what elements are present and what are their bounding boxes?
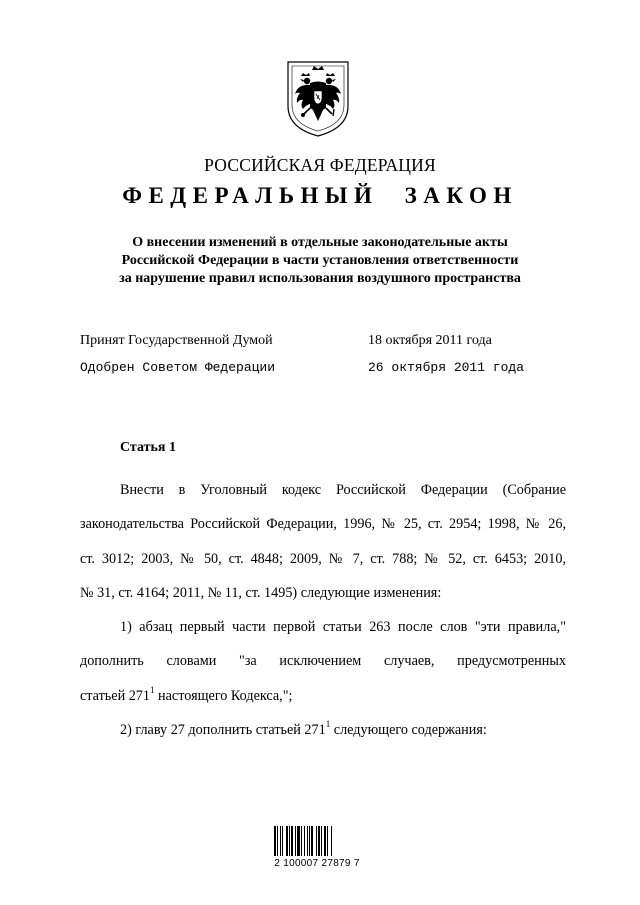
law-title-line: за нарушение правил использования воздушного пространства	[119, 271, 521, 286]
barcode-bar	[324, 826, 326, 856]
item-text: следующего содержания:	[330, 722, 487, 739]
paragraph-line: дополнить словами "за исключением случаев, предусмотренных	[80, 653, 566, 670]
barcode-bar	[289, 826, 290, 856]
coat-of-arms-icon	[284, 58, 352, 138]
barcode-number: 2 100007 27879 7	[274, 858, 360, 869]
barcode-bar	[304, 826, 305, 856]
council-approval-label: Одобрен Советом Федерации	[80, 360, 276, 375]
amendment-item-1	[80, 610, 566, 713]
country-name: РОССИЙСКАЯ ФЕДЕРАЦИЯ	[204, 155, 436, 175]
item-text: настоящего Кодекса,";	[154, 687, 293, 704]
paragraph-line: № 31, ст. 4164; 2011, № 11, ст. 1495) следующие изменения:	[80, 584, 442, 601]
barcode-bar	[295, 826, 296, 856]
paragraph-line: ст. 3012; 2003, № 50, ст. 4848; 2009, № 7, ст. 788; № 52, ст. 6453; 2010,	[80, 550, 566, 567]
law-title-line: Российской Федерации в части установления ответственности	[121, 253, 519, 268]
barcode-bar	[301, 826, 302, 856]
barcode-bar	[286, 826, 288, 856]
barcode-bar	[282, 826, 283, 856]
paragraph-line: Внести в Уголовный кодекс Российской Федерации (Собрание	[120, 482, 566, 498]
barcode-bar	[327, 826, 328, 856]
superscript: 1	[325, 719, 331, 730]
barcode-icon	[272, 826, 362, 856]
barcode-bar	[309, 826, 310, 856]
superscript: 1	[150, 685, 155, 696]
barcode-bar	[274, 826, 276, 856]
paragraph-line: 1) абзац первый части первой статьи 263 после слов "эти правила,"	[120, 619, 566, 636]
paragraph-line	[80, 713, 566, 747]
barcode-bar	[277, 826, 278, 856]
duma-adoption-label: Принят Государственной Думой	[80, 333, 273, 348]
article-heading: Статья 1	[120, 440, 176, 455]
barcode-bar	[307, 826, 308, 856]
barcode-bar	[280, 826, 281, 856]
law-type-heading: ФЕДЕРАЛЬНЫЙ ЗАКОН	[122, 183, 518, 208]
article-body	[80, 473, 566, 747]
barcode-bar	[316, 826, 317, 856]
council-approval-date: 26 октября 2011 года	[368, 360, 525, 375]
paragraph-line	[80, 679, 566, 713]
article-paragraph	[80, 473, 566, 610]
barcode-bar	[291, 826, 293, 856]
duma-adoption-date: 18 октября 2011 года	[368, 333, 492, 348]
law-title	[0, 234, 640, 288]
law-title-line: О внесении изменений в отдельные законодательные акты	[132, 235, 508, 250]
item-text: 2) главу 27 дополнить статьей 271	[120, 722, 326, 739]
barcode-bar	[311, 826, 313, 856]
barcode-bar	[331, 826, 332, 856]
paragraph-line: законодательства Российской Федерации, 1996, № 25, ст. 2954; 1998, № 26,	[80, 516, 566, 533]
barcode-bar	[297, 826, 300, 856]
barcode-bar	[318, 826, 320, 856]
item-text: статьей 271	[80, 687, 150, 704]
barcode-bar	[321, 826, 322, 856]
amendment-item-2	[80, 713, 566, 747]
